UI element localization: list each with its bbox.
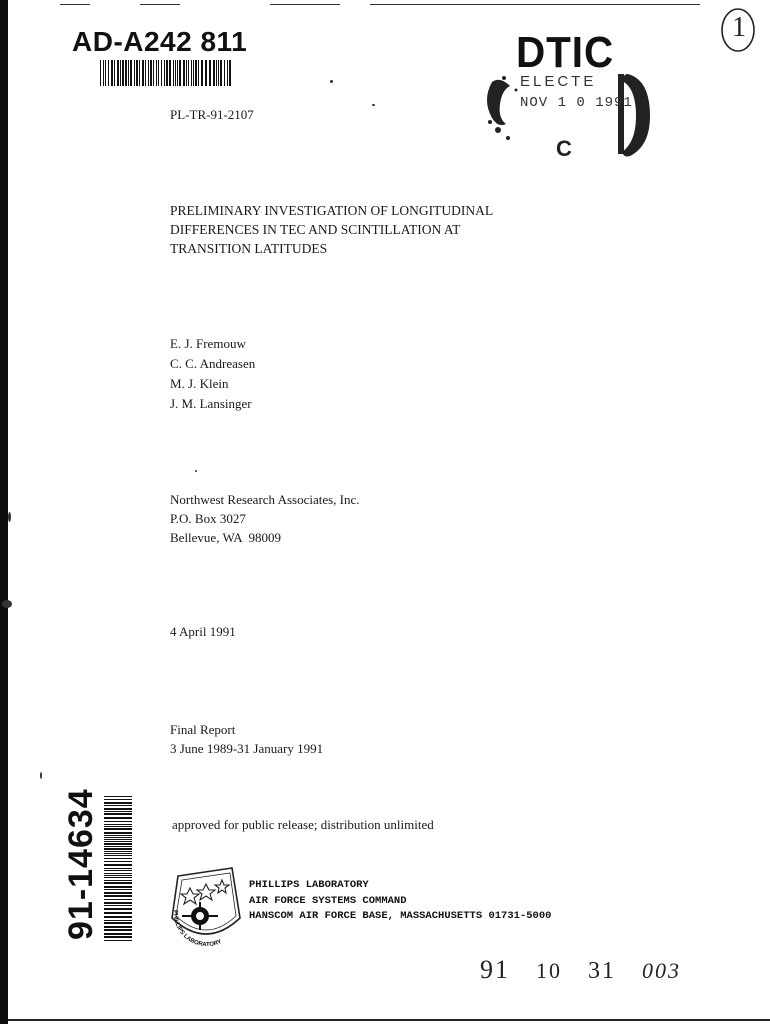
accession-group: 003 xyxy=(642,958,681,983)
address-line: P.O. Box 3027 xyxy=(170,511,246,526)
author-name: M. J. Klein xyxy=(170,376,229,391)
scan-edge-left xyxy=(0,0,8,1024)
report-title xyxy=(170,201,590,258)
scan-speck xyxy=(372,104,375,106)
side-accession-number: 91-14634 xyxy=(62,788,100,940)
accession-group: 91 xyxy=(480,955,510,984)
report-type xyxy=(170,720,323,758)
phillips-laboratory-seal-icon xyxy=(160,858,250,946)
accession-group: 31 xyxy=(588,958,616,984)
organization-name: Northwest Research Associates, Inc. xyxy=(170,492,360,507)
organization-address xyxy=(170,490,360,547)
accession-group: 10 xyxy=(536,958,562,983)
dtic-stamp-date: NOV 1 0 1991 xyxy=(520,95,633,111)
scan-speck xyxy=(330,80,333,83)
author-name: C. C. Andreasen xyxy=(170,356,256,371)
report-period: 3 June 1989-31 January 1991 xyxy=(170,741,324,756)
top-rule xyxy=(60,4,90,5)
dtic-sub-mark: C xyxy=(556,136,572,161)
top-rule xyxy=(270,4,340,5)
report-type-label: Final Report xyxy=(170,722,236,737)
scan-speck xyxy=(195,470,197,472)
barcode-icon xyxy=(100,60,232,86)
laboratory-address: HANSCOM AIR FORCE BASE, MASSACHUSETTS 01731-5000 xyxy=(249,910,552,922)
address-line: Bellevue, WA 98009 xyxy=(170,530,281,545)
title-line: DIFFERENCES IN TEC AND SCINTILLATION AT xyxy=(170,222,461,237)
laboratory-info xyxy=(249,878,551,925)
laboratory-name: PHILLIPS LABORATORY xyxy=(249,879,369,891)
report-id: PL-TR-91-2107 xyxy=(170,107,254,122)
seal-text: PHILLIPS LABORATORY xyxy=(171,909,223,946)
title-line: PRELIMINARY INVESTIGATION OF LONGITUDINAL xyxy=(170,203,494,218)
dtic-logo-text: DTIC xyxy=(516,28,615,77)
accession-number xyxy=(480,955,707,985)
dtic-status-text: ELECTE xyxy=(520,73,597,90)
author-name: J. M. Lansinger xyxy=(170,396,252,411)
author-list xyxy=(170,334,255,414)
top-rule xyxy=(140,4,180,5)
top-rule xyxy=(370,4,700,5)
scan-edge-bottom xyxy=(8,1019,770,1021)
author-name: E. J. Fremouw xyxy=(170,336,246,351)
ad-accession-number: AD-A242 811 xyxy=(72,26,248,57)
scan-speck xyxy=(40,772,42,779)
report-date: 4 April 1991 xyxy=(170,624,236,639)
title-line: TRANSITION LATITUDES xyxy=(170,241,328,256)
laboratory-command: AIR FORCE SYSTEMS COMMAND xyxy=(249,894,407,907)
page-number-mark: 1 xyxy=(732,12,746,43)
distribution-statement: approved for public release; distribution unlimited xyxy=(172,817,434,832)
vertical-barcode-icon xyxy=(104,796,132,942)
scan-speck xyxy=(8,512,11,522)
scan-speck xyxy=(2,600,12,608)
